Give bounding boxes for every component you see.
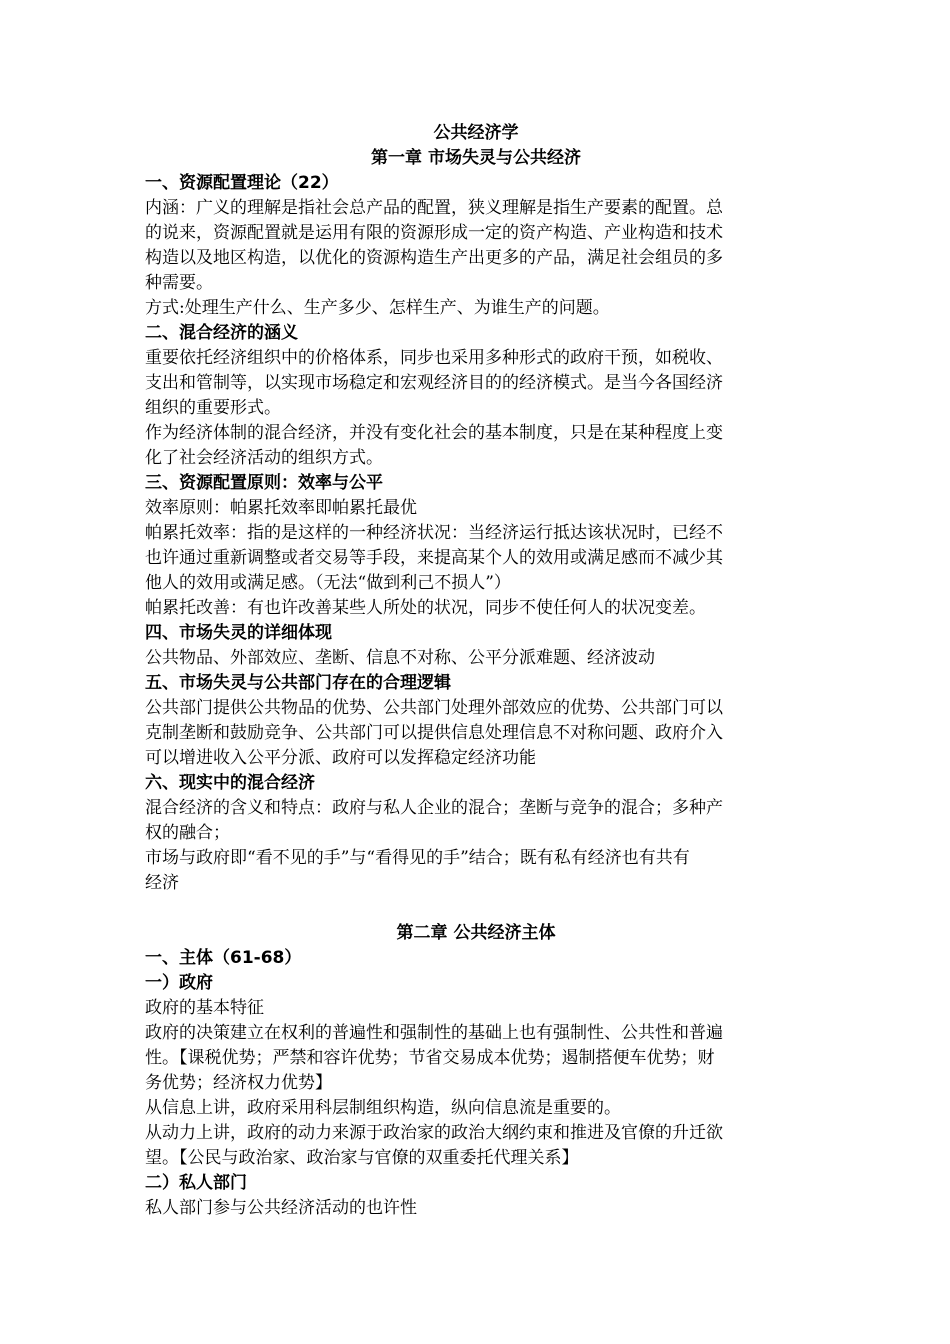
subsection-heading: 一）政府 [145,973,213,993]
subsection-heading: 二）私人部门 [145,1173,247,1193]
section-heading: 三、资源配置原则：效率与公平 [145,473,383,493]
body-line: 克制垄断和鼓励竞争、公共部门可以提供信息处理信息不对称问题、政府介入 [145,723,723,743]
body-line: 望。【公民与政治家、政治家与官僚的双重委托代理关系】 [145,1148,579,1168]
body-line: 重要依托经济组织中的价格体系，同步也采用多种形式的政府干预，如税收、 [145,348,723,368]
body-line: 可以增进收入公平分派、政府可以发挥稳定经济功能 [145,748,536,768]
section-heading: 五、市场失灵与公共部门存在的合理逻辑 [145,673,451,693]
body-line: 方式:处理生产什么、生产多少、怎样生产、为谁生产的问题。 [145,298,610,318]
body-line: 组织的重要形式。 [145,398,281,418]
body-line: 公共部门提供公共物品的优势、公共部门处理外部效应的优势、公共部门可以 [145,698,723,718]
body-line: 政府的基本特征 [145,998,264,1018]
body-line: 帕累托效率：指的是这样的一种经济状况：当经济运行抵达该状况时，已经不 [145,523,723,543]
section-heading: 二、混合经济的涵义 [145,323,298,343]
body-line: 的说来，资源配置就是运用有限的资源形成一定的资产构造、产业构造和技术 [145,223,723,243]
body-line: 效率原则：帕累托效率即帕累托最优 [145,498,417,518]
body-line: 内涵：广义的理解是指社会总产品的配置，狭义理解是指生产要素的配置。总 [145,198,723,218]
body-line: 政府的决策建立在权利的普遍性和强制性的基础上也有强制性、公共性和普遍 [145,1023,723,1043]
body-line: 私人部门参与公共经济活动的也许性 [145,1198,417,1218]
body-line: 公共物品、外部效应、垄断、信息不对称、公平分派难题、经济波动 [145,648,655,668]
chapter-1-title: 第一章 市场失灵与公共经济 [371,148,581,168]
body-line: 权的融合； [145,823,230,843]
document-page [145,121,807,1221]
body-line: 从信息上讲，政府采用科层制组织构造，纵向信息流是重要的。 [145,1098,621,1118]
body-line: 务优势；经济权力优势】 [145,1073,332,1093]
body-line: 混合经济的含义和特点：政府与私人企业的混合；垄断与竞争的混合；多种产 [145,798,723,818]
body-line: 从动力上讲，政府的动力来源于政治家的政治大纲约束和推进及官僚的升迁欲 [145,1123,723,1143]
chapter-2-title: 第二章 公共经济主体 [396,923,556,943]
body-line: 市场与政府即“看不见的手”与“看得见的手”结合；既有私有经济也有共有 [145,848,690,868]
section-heading: 一、主体（61-68） [145,948,302,968]
body-line: 帕累托改善：有也许改善某些人所处的状况，同步不使任何人的状况变差。 [145,598,706,618]
body-line: 他人的效用或满足感。（无法“做到利己不损人”） [145,573,511,593]
document-title: 公共经济学 [433,123,519,143]
body-line: 支出和管制等，以实现市场稳定和宏观经济目的的经济模式。是当今各国经济 [145,373,723,393]
body-line: 经济 [145,873,179,893]
body-line: 作为经济体制的混合经济，并没有变化社会的基本制度，只是在某种程度上变 [145,423,723,443]
body-line: 构造以及地区构造，以优化的资源构造生产出更多的产品，满足社会组员的多 [145,248,723,268]
body-line: 种需要。 [145,273,213,293]
section-heading: 六、现实中的混合经济 [145,773,315,793]
chapter-spacer [145,896,807,921]
body-line: 也许通过重新调整或者交易等手段，来提高某个人的效用或满足感而不减少其 [145,548,723,568]
body-line: 化了社会经济活动的组织方式。 [145,448,383,468]
body-line: 性。【课税优势；严禁和容许优势；节省交易成本优势；遏制搭便车优势；财 [145,1048,715,1068]
section-heading: 四、市场失灵的详细体现 [145,623,332,643]
section-heading: 一、资源配置理论（22） [145,173,339,193]
